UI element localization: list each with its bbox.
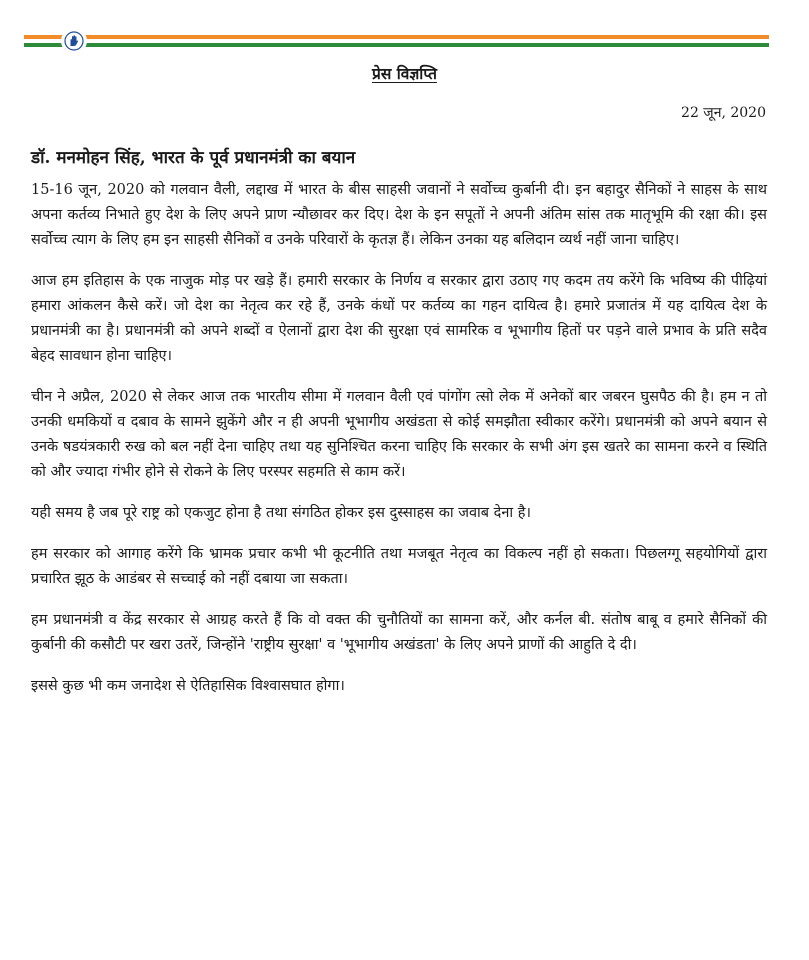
paragraph: इससे कुछ भी कम जनादेश से ऐतिहासिक विश्वासघात होगा। bbox=[31, 678, 345, 694]
paragraph: यही समय है जब पूरे राष्ट्र को एकजुट होना है तथा संगठित होकर इस दुस्साहस का जवाब देना है। bbox=[31, 505, 531, 521]
statement-heading: डॉ. मनमोहन सिंह, भारत के पूर्व प्रधानमंत्री का बयान bbox=[31, 148, 356, 168]
hand-icon bbox=[64, 31, 84, 51]
press-release-title: प्रेस विज्ञप्ति bbox=[372, 64, 437, 83]
paragraph: आज हम इतिहास के एक नाजुक मोड़ पर खड़े हैं। हमारी सरकार के निर्णय व सरकार द्वारा उठाए गए कदम तय करेंगे कि भविष्य की पीढ़ियां हमारा आंकलन कैसे करें। जो देश का नेतृत्व कर रहे हैं, उनके कंधों पर कर्तव्य का गहन दायित्व है। हमारे प्रजातंत्र में यह दायित्व देश के प्रधानमंत्री का है। प्रधानमंत्री को अपने शब्दों व ऐलानों द्वारा देश की सुरक्षा एवं सामरिक व भूभागीय हितों पर पड़ने वाले प्रभाव के प्रति सदैव बेहद सावधान होना चाहिए। bbox=[31, 273, 767, 364]
release-date: 22 जून, 2020 bbox=[681, 105, 766, 121]
green-stripe bbox=[24, 43, 769, 47]
statement-body bbox=[31, 178, 767, 715]
letterhead-band bbox=[24, 33, 769, 49]
paragraph: हम प्रधानमंत्री व केंद्र सरकार से आग्रह करते हैं कि वो वक्त की चुनौतियों का सामना करें, और कर्नल बी. संतोष बाबू व हमारे सैनिकों की कुर्बानी की कसौटी पर खरा उतरें, जिन्होंने 'राष्ट्रीय सुरक्षा' व 'भूभागीय अखंडता' के लिए अपने प्राणों की आहुति दे दी। bbox=[31, 612, 767, 653]
saffron-stripe bbox=[24, 35, 769, 39]
paragraph: हम सरकार को आगाह करेंगे कि भ्रामक प्रचार कभी भी कूटनीति तथा मजबूत नेतृत्व का विकल्प नहीं हो सकता। पिछलग्गू सहयोगियों द्वारा प्रचारित झूठ के आडंबर से सच्चाई को नहीं दबाया जा सकता। bbox=[31, 546, 767, 587]
paragraph: चीन ने अप्रैल, 2020 से लेकर आज तक भारतीय सीमा में गलवान वैली एवं पांगोंग त्सो लेक में अनेकों बार जबरन घुसपैठ की है। हम न तो उनकी धमकियों व दबाव के सामने झुकेंगे और न ही अपनी भूभागीय अखंडता से कोई समझौता स्वीकार करेंगे। प्रधानमंत्री को अपने बयान से उनके षडयंत्रकारी रुख को बल नहीं देना चाहिए तथा यह सुनिश्चित करना चाहिए कि सरकार के सभी अंग इस खतरे का सामना करने व स्थिति को और ज्यादा गंभीर होने से रोकने के लिए परस्पर सहमति से काम करें। bbox=[31, 389, 767, 480]
paragraph: 15-16 जून, 2020 को गलवान वैली, लद्दाख में भारत के बीस साहसी जवानों ने सर्वोच्च कुर्बानी दी। इन बहादुर सैनिकों ने साहस के साथ अपना कर्तव्य निभाते हुए देश के लिए अपने प्राण न्यौछावर कर दिए। देश के इन सपूतों ने अपनी अंतिम सांस तक मातृभूमि की रक्षा की। इस सर्वोच्च त्याग के लिए हम इन साहसी सैनिकों व उनके परिवारों के कृतज्ञ हैं। लेकिन उनका यह बलिदान व्यर्थ नहीं जाना चाहिए। bbox=[31, 182, 767, 248]
party-logo bbox=[61, 28, 87, 54]
